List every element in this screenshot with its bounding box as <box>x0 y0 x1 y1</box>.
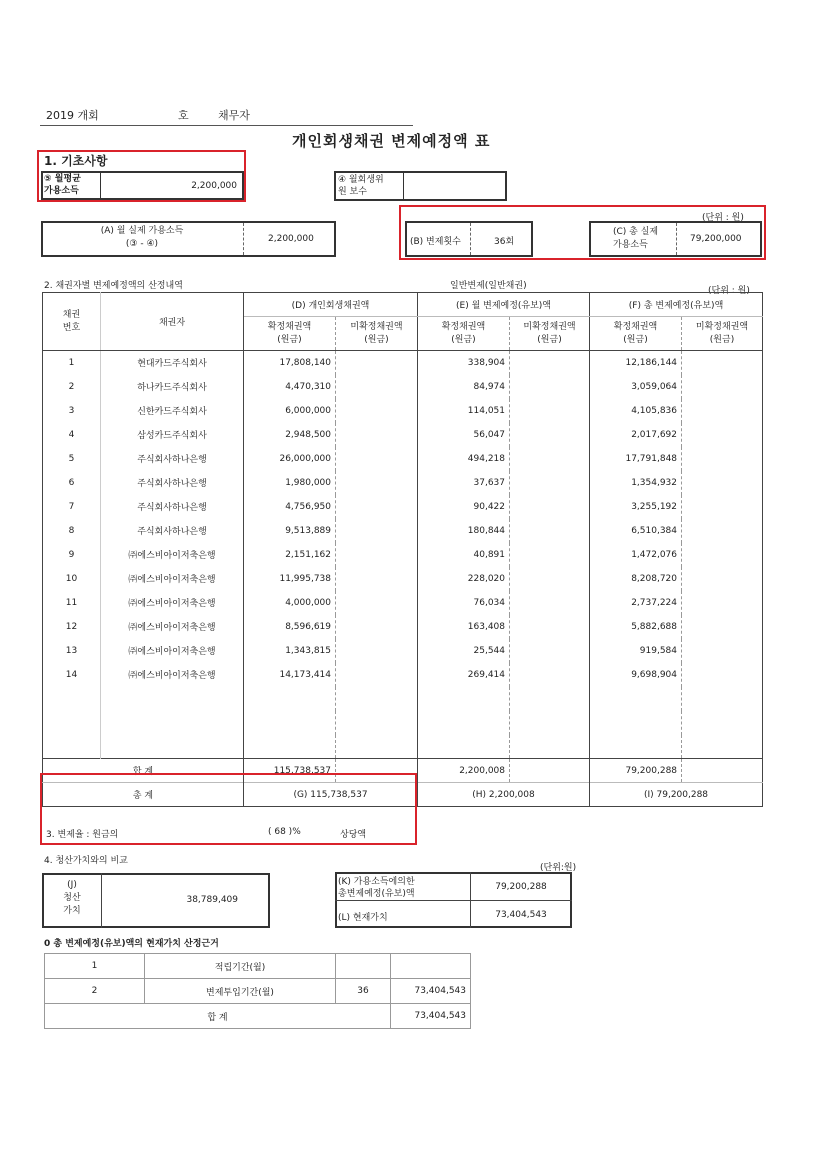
cell-eu <box>510 663 590 687</box>
j-divider <box>101 873 102 928</box>
table-row <box>43 399 763 423</box>
cell-f: 5,882,688 <box>590 615 682 639</box>
sum-f-unconfirmed <box>682 759 763 783</box>
cell-fu <box>682 735 763 759</box>
cell-du <box>336 615 418 639</box>
cell-fu <box>682 639 763 663</box>
c-label: (C) 총 실제 가용소득 <box>613 227 659 250</box>
basis-row1-no: 1 <box>45 954 145 979</box>
debtor-label: 채무자 <box>218 109 250 122</box>
cell-no: 1 <box>43 351 101 375</box>
cell-d: 2,948,500 <box>244 423 336 447</box>
cell-creditor: ㈜에스비아이저축은행 <box>101 543 244 567</box>
cell-f: 919,584 <box>590 639 682 663</box>
sum-f: 79,200,288 <box>590 759 682 783</box>
cell-f: 4,105,836 <box>590 399 682 423</box>
cell-d: 1,980,000 <box>244 471 336 495</box>
cell-f <box>590 735 682 759</box>
cell-no: 3 <box>43 399 101 423</box>
cell-du <box>336 711 418 735</box>
cell-creditor: ㈜에스비아이저축은행 <box>101 567 244 591</box>
cell-creditor: 신한카드주식회사 <box>101 399 244 423</box>
cell-du <box>336 399 418 423</box>
cell-du <box>336 375 418 399</box>
header-underline <box>40 125 413 126</box>
cell-eu <box>510 423 590 447</box>
cell-e: 269,414 <box>418 663 510 687</box>
cell-creditor: ㈜에스비아이저축은행 <box>101 639 244 663</box>
avg-income-label: ⑤ 월평균 가용소득 <box>44 174 81 196</box>
a-value: 2,200,000 <box>268 234 314 244</box>
cell-no: 12 <box>43 615 101 639</box>
cell-eu <box>510 543 590 567</box>
header-d-confirmed: 확정채권액 (원금) <box>244 317 336 351</box>
table-row <box>43 351 763 375</box>
cell-d: 14,173,414 <box>244 663 336 687</box>
cell-d: 26,000,000 <box>244 447 336 471</box>
l-value: 73,404,543 <box>495 910 547 920</box>
header-d-unconfirmed: 미확정채권액 (원금) <box>336 317 418 351</box>
header-no: 채권 번호 <box>43 293 101 351</box>
cell-eu <box>510 591 590 615</box>
basis-table <box>44 953 471 1029</box>
cell-eu <box>510 567 590 591</box>
header-f-unconfirmed: 미확정채권액 (원금) <box>682 317 763 351</box>
cell-f: 6,510,384 <box>590 519 682 543</box>
cell-e: 228,020 <box>418 567 510 591</box>
cell-creditor <box>101 711 244 735</box>
sum-e-unconfirmed <box>510 759 590 783</box>
k-label: (K) 가용소득에의한 총변제예정(유보)액 <box>338 877 415 899</box>
cell-creditor: 현대카드주식회사 <box>101 351 244 375</box>
trustee-fee-divider <box>403 171 404 201</box>
cell-creditor <box>101 687 244 711</box>
cell-d <box>244 735 336 759</box>
cell-creditor: ㈜에스비아이저축은행 <box>101 615 244 639</box>
cell-du <box>336 663 418 687</box>
cell-f <box>590 711 682 735</box>
cell-creditor: 주식회사하나은행 <box>101 471 244 495</box>
cell-no: 9 <box>43 543 101 567</box>
cell-creditor: 주식회사하나은행 <box>101 519 244 543</box>
cell-d <box>244 687 336 711</box>
cell-fu <box>682 495 763 519</box>
cell-eu <box>510 351 590 375</box>
l-label: (L) 현재가치 <box>338 913 388 923</box>
table-row <box>43 495 763 519</box>
cell-d: 17,808,140 <box>244 351 336 375</box>
cell-creditor: 주식회사하나은행 <box>101 447 244 471</box>
cell-no <box>43 735 101 759</box>
table-row <box>43 567 763 591</box>
cell-creditor <box>101 735 244 759</box>
cell-fu <box>682 471 763 495</box>
cell-du <box>336 567 418 591</box>
basis-row1-value <box>391 954 471 979</box>
table-row <box>43 519 763 543</box>
section2-unit: (단위 : 원) <box>708 286 750 296</box>
cell-fu <box>682 351 763 375</box>
cell-e: 180,844 <box>418 519 510 543</box>
cell-du <box>336 543 418 567</box>
cell-du <box>336 687 418 711</box>
cell-fu <box>682 447 763 471</box>
cell-f: 3,255,192 <box>590 495 682 519</box>
cell-fu <box>682 543 763 567</box>
table-row <box>43 471 763 495</box>
highlight-basic <box>37 150 246 202</box>
highlight-bc <box>399 205 766 260</box>
cell-no: 6 <box>43 471 101 495</box>
cell-fu <box>682 591 763 615</box>
cell-fu <box>682 711 763 735</box>
cell-f: 8,208,720 <box>590 567 682 591</box>
cell-fu <box>682 375 763 399</box>
basis-row2-no: 2 <box>45 979 145 1004</box>
total-label: 총 계 <box>43 783 244 807</box>
basis-sum-value: 73,404,543 <box>391 1004 471 1029</box>
table-row <box>43 711 763 735</box>
cell-eu <box>510 495 590 519</box>
cell-e: 37,637 <box>418 471 510 495</box>
cell-eu <box>510 711 590 735</box>
cell-eu <box>510 687 590 711</box>
cell-e: 163,408 <box>418 615 510 639</box>
b-label: (B) 변제횟수 <box>410 237 461 247</box>
cell-du <box>336 639 418 663</box>
cell-creditor: 하나카드주식회사 <box>101 375 244 399</box>
cell-e <box>418 735 510 759</box>
cell-f: 1,472,076 <box>590 543 682 567</box>
cell-du <box>336 735 418 759</box>
header-e-confirmed: 확정채권액 (원금) <box>418 317 510 351</box>
basis-row2-value: 73,404,543 <box>391 979 471 1004</box>
table-row <box>43 543 763 567</box>
cell-eu <box>510 639 590 663</box>
cell-e <box>418 687 510 711</box>
b-value: 36회 <box>494 237 515 247</box>
cell-no: 14 <box>43 663 101 687</box>
cell-f: 17,791,848 <box>590 447 682 471</box>
cell-e: 338,904 <box>418 351 510 375</box>
cell-e: 25,544 <box>418 639 510 663</box>
header-e: (E) 월 변제예정(유보)액 <box>418 293 590 317</box>
cell-fu <box>682 615 763 639</box>
c-value: 79,200,000 <box>690 234 742 244</box>
table-row <box>43 735 763 759</box>
case-year: 2019 개회 <box>46 109 99 122</box>
cell-f: 2,737,224 <box>590 591 682 615</box>
kl-col-divider <box>470 872 471 928</box>
cell-no <box>43 711 101 735</box>
section2-subtitle: 일반변제(일반채권) <box>450 281 527 291</box>
k-value: 79,200,288 <box>495 882 547 892</box>
header-e-unconfirmed: 미확정채권액 (원금) <box>510 317 590 351</box>
cell-fu <box>682 567 763 591</box>
a-label: (A) 월 실제 가용소득 (③ - ④) <box>100 226 184 249</box>
cell-e: 494,218 <box>418 447 510 471</box>
cell-eu <box>510 375 590 399</box>
table-row <box>43 639 763 663</box>
cell-f: 3,059,064 <box>590 375 682 399</box>
cell-no: 2 <box>43 375 101 399</box>
cell-no: 5 <box>43 447 101 471</box>
table-row <box>43 687 763 711</box>
cell-no: 7 <box>43 495 101 519</box>
cell-fu <box>682 423 763 447</box>
table-row <box>43 447 763 471</box>
basis-row2-months: 36 <box>336 979 391 1004</box>
cell-du <box>336 447 418 471</box>
creditor-table <box>42 292 763 807</box>
avg-income-value: 2,200,000 <box>191 181 237 191</box>
basis-row1-months <box>336 954 391 979</box>
cell-e: 40,891 <box>418 543 510 567</box>
cell-no <box>43 687 101 711</box>
cell-d: 4,756,950 <box>244 495 336 519</box>
basis-row2-label: 변제투입기간(월) <box>145 979 336 1004</box>
section4-title: 4. 청산가치와의 비교 <box>44 856 128 866</box>
section2-title: 2. 채권자별 변제예정액의 산정내역 <box>44 281 183 291</box>
cell-creditor: ㈜에스비아이저축은행 <box>101 663 244 687</box>
header-f: (F) 총 변제예정(유보)액 <box>590 293 763 317</box>
cell-du <box>336 519 418 543</box>
table-row <box>43 615 763 639</box>
cell-fu <box>682 687 763 711</box>
cell-d: 4,470,310 <box>244 375 336 399</box>
section3-rate: ( 68 )% <box>268 827 301 837</box>
header-d: (D) 개인회생채권액 <box>244 293 418 317</box>
j-label: (J) 청산 가치 <box>63 880 81 916</box>
section4-unit: (단위:원) <box>540 863 577 873</box>
table-row <box>43 423 763 447</box>
cell-du <box>336 495 418 519</box>
table-row <box>43 663 763 687</box>
cell-du <box>336 591 418 615</box>
cell-d: 11,995,738 <box>244 567 336 591</box>
cell-f: 1,354,932 <box>590 471 682 495</box>
cell-f <box>590 687 682 711</box>
j-value: 38,789,409 <box>186 895 238 905</box>
basis-title: 0 총 변제예정(유보)액의 현재가치 산정근거 <box>44 939 219 949</box>
cell-e: 90,422 <box>418 495 510 519</box>
cell-e: 56,047 <box>418 423 510 447</box>
header-f-confirmed: 확정채권액 (원금) <box>590 317 682 351</box>
cell-eu <box>510 399 590 423</box>
cell-eu <box>510 519 590 543</box>
cell-fu <box>682 399 763 423</box>
cell-d <box>244 711 336 735</box>
cell-d: 9,513,889 <box>244 519 336 543</box>
page-title: 개인회생채권 변제예정액 표 <box>292 132 491 150</box>
cell-du <box>336 471 418 495</box>
cell-no: 4 <box>43 423 101 447</box>
section3-suffix: 상당액 <box>340 830 367 840</box>
cell-d: 6,000,000 <box>244 399 336 423</box>
cell-eu <box>510 735 590 759</box>
cell-eu <box>510 471 590 495</box>
sum-e: 2,200,008 <box>418 759 510 783</box>
cell-du <box>336 351 418 375</box>
cell-fu <box>682 663 763 687</box>
cell-e <box>418 711 510 735</box>
sum-d: 115,738,537 <box>244 759 336 783</box>
cell-creditor: ㈜에스비아이저축은행 <box>101 591 244 615</box>
cell-d: 1,343,815 <box>244 639 336 663</box>
section1-title: 1. 기초사항 <box>44 154 108 168</box>
trustee-fee-label: ④ 월회생위 원 보수 <box>338 175 384 197</box>
cell-fu <box>682 519 763 543</box>
cell-f: 9,698,904 <box>590 663 682 687</box>
cell-e: 84,974 <box>418 375 510 399</box>
header-creditor: 채권자 <box>101 293 244 351</box>
cell-du <box>336 423 418 447</box>
total-i: (I) 79,200,288 <box>590 783 763 807</box>
cell-no: 13 <box>43 639 101 663</box>
kl-row-divider <box>335 900 572 901</box>
cell-f: 2,017,692 <box>590 423 682 447</box>
section1-unit: (단위 : 원) <box>702 213 744 223</box>
cell-eu <box>510 447 590 471</box>
cell-creditor: 주식회사하나은행 <box>101 495 244 519</box>
cell-eu <box>510 615 590 639</box>
total-h: (H) 2,200,008 <box>418 783 590 807</box>
cell-e: 114,051 <box>418 399 510 423</box>
cell-d: 8,596,619 <box>244 615 336 639</box>
section3-label: 3. 변제율 : 원금의 <box>46 830 119 840</box>
cell-d: 2,151,162 <box>244 543 336 567</box>
cell-no: 10 <box>43 567 101 591</box>
cell-creditor: 삼성카드주식회사 <box>101 423 244 447</box>
case-ho: 호 <box>178 109 189 122</box>
cell-d: 4,000,000 <box>244 591 336 615</box>
cell-no: 11 <box>43 591 101 615</box>
basis-row1-label: 적립기간(월) <box>145 954 336 979</box>
table-row <box>43 375 763 399</box>
table-row <box>43 591 763 615</box>
total-g: (G) 115,738,537 <box>244 783 418 807</box>
sum-label: 합 계 <box>43 759 244 783</box>
highlight-totals <box>40 773 417 845</box>
cell-f: 12,186,144 <box>590 351 682 375</box>
cell-e: 76,034 <box>418 591 510 615</box>
a-divider <box>243 223 244 255</box>
basis-sum-label: 합 계 <box>45 1004 391 1029</box>
cell-no: 8 <box>43 519 101 543</box>
